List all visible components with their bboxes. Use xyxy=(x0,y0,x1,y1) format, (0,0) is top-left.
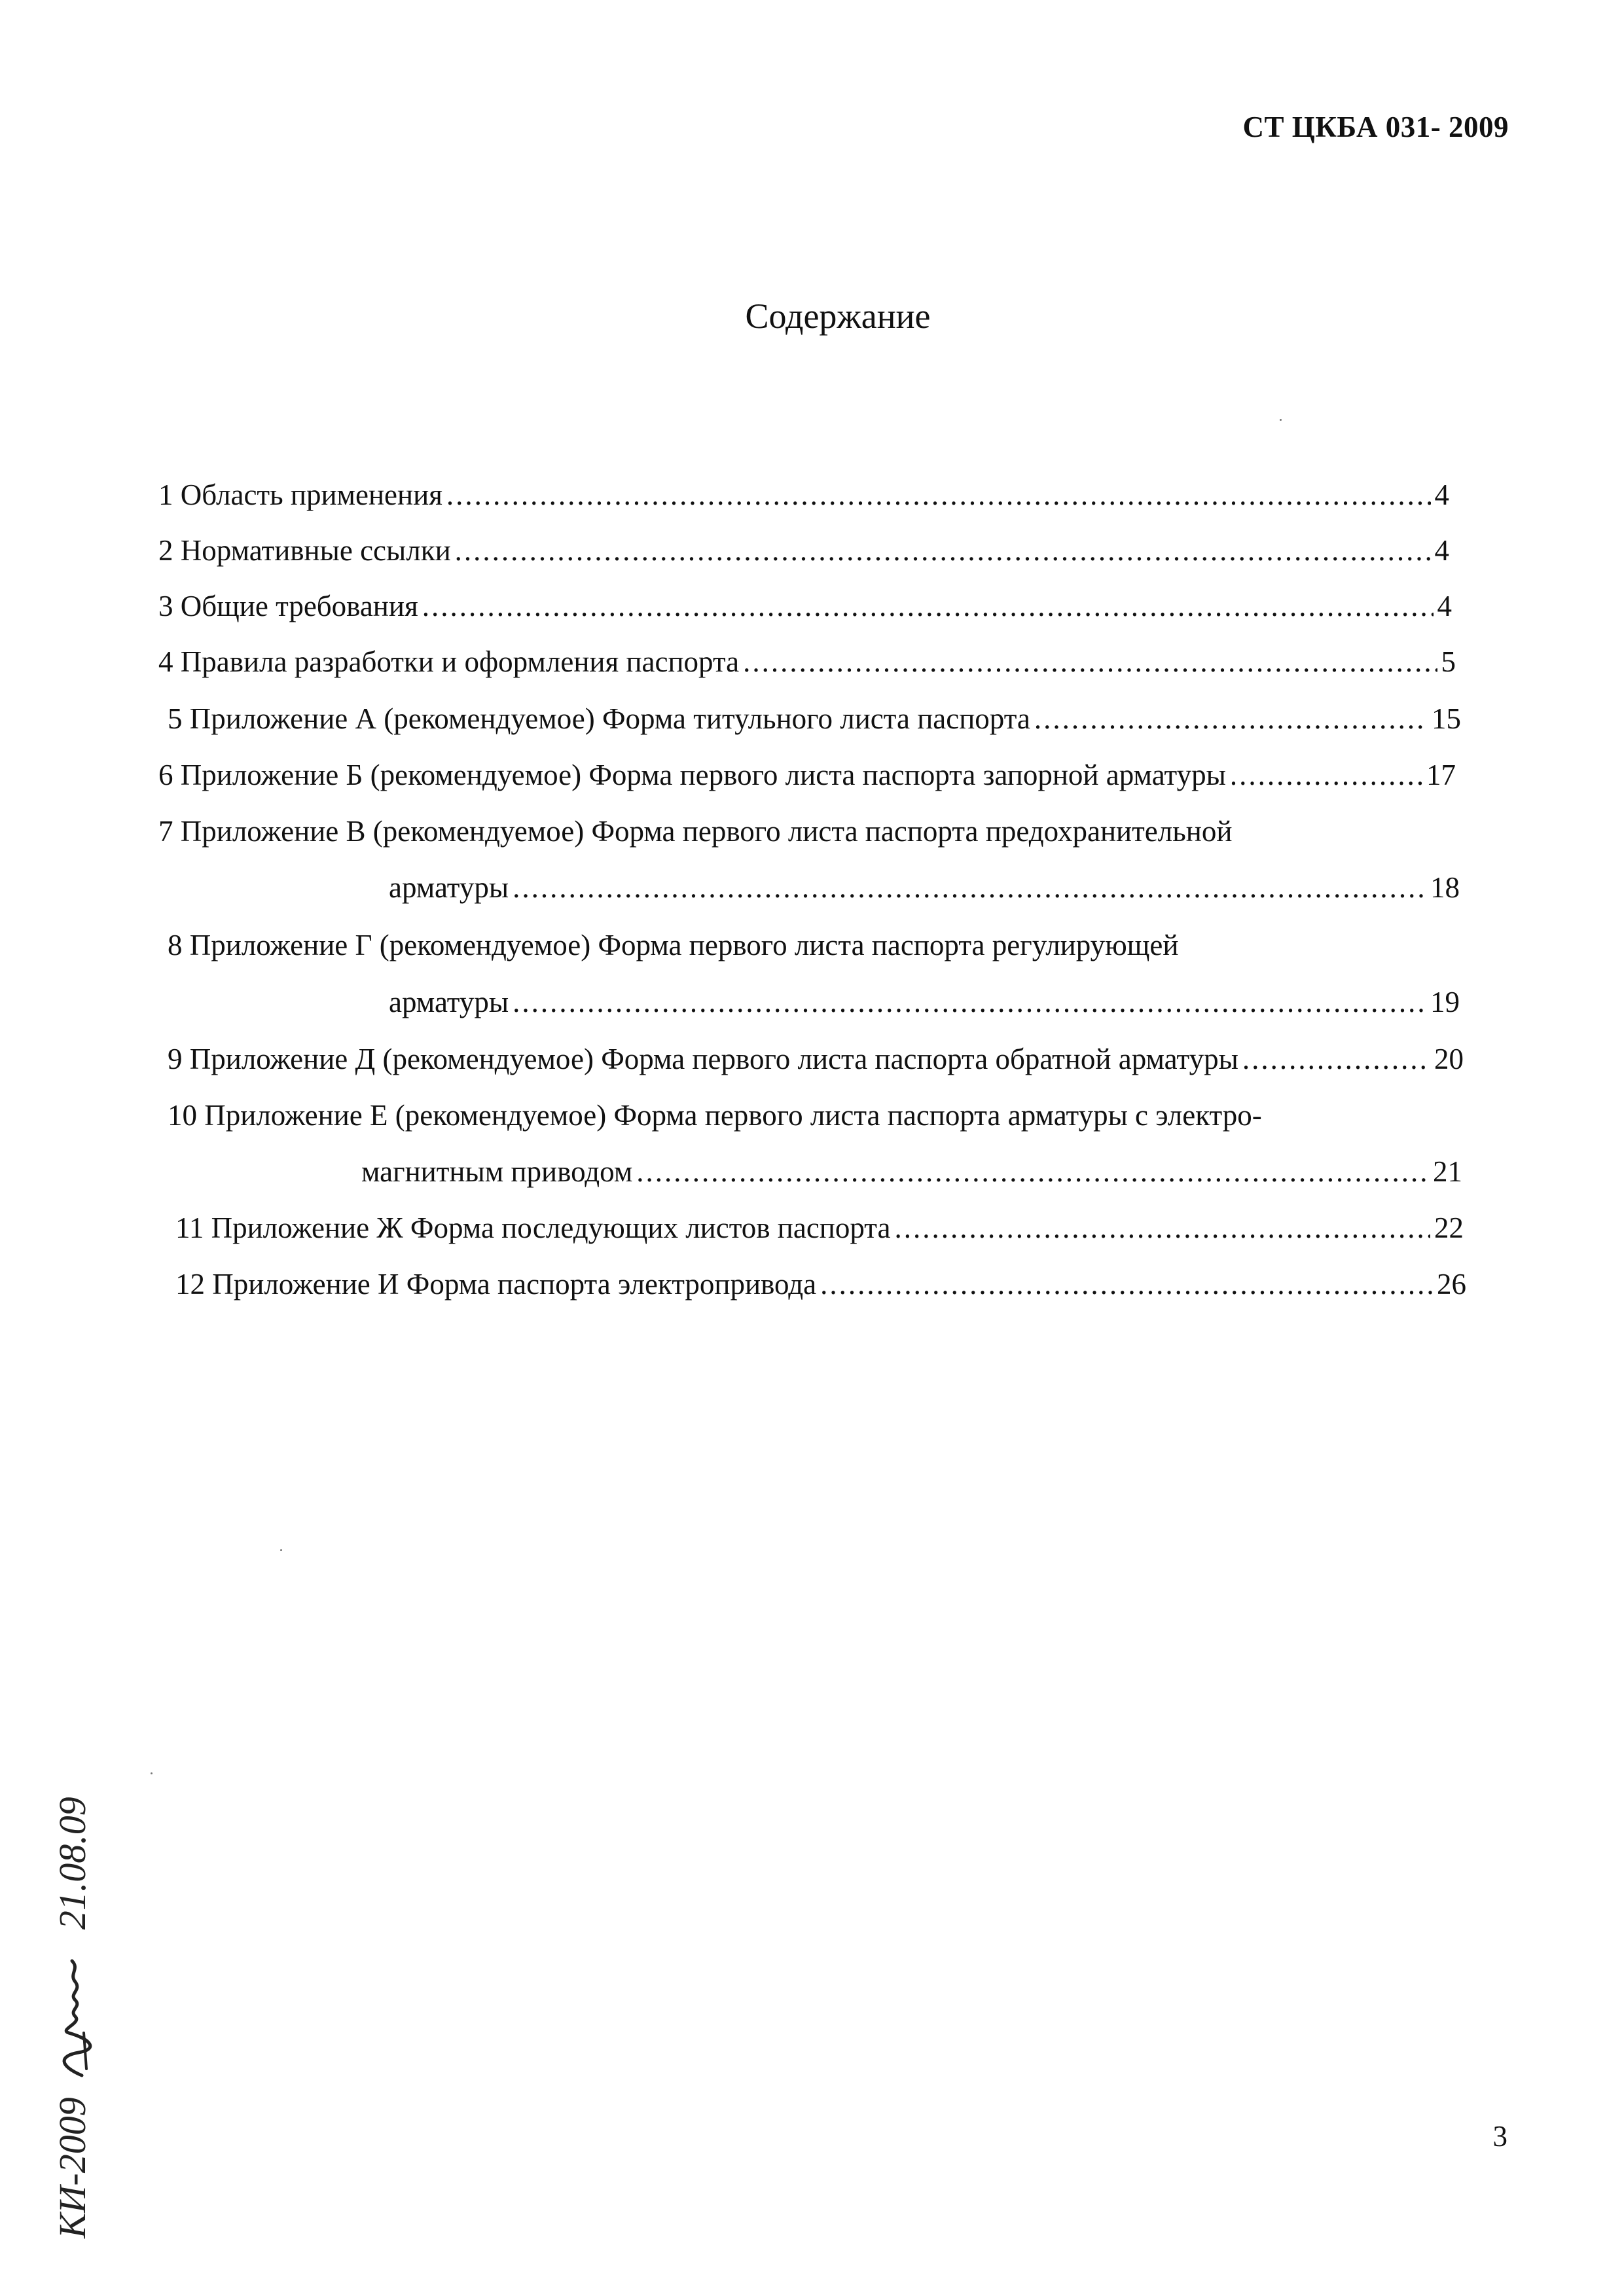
toc-entry-7[interactable] xyxy=(389,870,1460,905)
scan-speck xyxy=(1280,419,1282,421)
toc-entry-text: 12 Приложение И Форма паспорта электропривода xyxy=(175,1268,817,1300)
toc-leader-dots xyxy=(894,1211,1430,1245)
page-number: 3 xyxy=(1492,2120,1507,2153)
scan-speck xyxy=(280,1549,282,1551)
toc-leader-dots xyxy=(513,870,1426,905)
toc-entry-8[interactable] xyxy=(389,985,1460,1019)
stamp-date: 21.08.09 xyxy=(50,1797,94,1930)
toc-entry-1[interactable] xyxy=(158,478,1449,512)
toc-page-number: 4 xyxy=(1434,534,1449,567)
toc-entry-text: 3 Общие требования xyxy=(158,590,418,622)
toc-leader-dots xyxy=(636,1155,1429,1189)
toc-leader-dots xyxy=(446,478,1431,512)
toc-entry-text: 5 Приложение А (рекомендуемое) Форма титульного листа паспорта xyxy=(168,702,1030,735)
toc-entry-5[interactable] xyxy=(168,702,1461,736)
toc-entry-2[interactable] xyxy=(158,533,1449,567)
toc-page-number: 26 xyxy=(1437,1268,1466,1300)
toc-page-number: 18 xyxy=(1430,871,1460,904)
handwritten-stamp xyxy=(46,1797,98,2238)
toc-entry-10-line1[interactable]: 10 Приложение Е (рекомендуемое) Форма первого листа паспорта арматуры с электро- xyxy=(168,1099,1262,1132)
toc-entry-text: арматуры xyxy=(389,986,509,1018)
toc-page-number: 4 xyxy=(1437,590,1452,622)
toc-entry-text: 2 Нормативные ссылки xyxy=(158,534,451,567)
toc-entry-8-line1[interactable]: 8 Приложение Г (рекомендуемое) Форма первого листа паспорта регулирующей xyxy=(168,929,1179,961)
signature-icon xyxy=(46,1948,98,2079)
toc-entry-text: 6 Приложение Б (рекомендуемое) Форма первого листа паспорта запорной арматуры xyxy=(158,759,1226,791)
toc-leader-dots xyxy=(1034,702,1428,736)
stamp-code: КИ-2009 xyxy=(50,2097,94,2238)
toc-entry-3[interactable] xyxy=(158,589,1452,623)
toc-leader-dots xyxy=(513,985,1426,1019)
toc-entry-text: 1 Область применения xyxy=(158,478,442,511)
page-title: Содержание xyxy=(745,296,931,336)
toc-page-number: 21 xyxy=(1433,1155,1462,1188)
toc-entry-text: 4 Правила разработки и оформления паспорта xyxy=(158,645,740,678)
toc-entry-4[interactable] xyxy=(158,645,1456,679)
toc-page-number: 17 xyxy=(1426,759,1456,791)
toc-page-number: 4 xyxy=(1434,478,1449,511)
toc-leader-dots xyxy=(422,589,1434,623)
toc-entry-9[interactable] xyxy=(168,1042,1464,1076)
toc-entry-text: арматуры xyxy=(389,871,509,904)
toc-leader-dots xyxy=(1242,1042,1430,1076)
toc-entry-11[interactable] xyxy=(175,1211,1464,1245)
toc-entry-10[interactable] xyxy=(361,1155,1462,1189)
toc-page-number: 20 xyxy=(1434,1043,1464,1075)
toc-page-number: 19 xyxy=(1430,986,1460,1018)
toc-leader-dots xyxy=(820,1267,1433,1301)
toc-page-number: 5 xyxy=(1441,645,1456,678)
document-code: СТ ЦКБА 031- 2009 xyxy=(1242,111,1509,143)
toc-entry-6[interactable] xyxy=(158,758,1456,792)
toc-page-number: 15 xyxy=(1432,702,1461,735)
toc-entry-text: магнитным приводом xyxy=(361,1155,633,1188)
toc-entry-text: 9 Приложение Д (рекомендуемое) Форма первого листа паспорта обратной арматуры xyxy=(168,1043,1238,1075)
scan-speck xyxy=(151,1772,153,1774)
toc-leader-dots xyxy=(743,645,1437,679)
toc-entry-7-line1[interactable]: 7 Приложение В (рекомендуемое) Форма первого листа паспорта предохранительной xyxy=(158,815,1233,848)
toc-entry-12[interactable] xyxy=(175,1267,1466,1301)
toc-leader-dots xyxy=(455,533,1431,567)
toc-entry-text: 11 Приложение Ж Форма последующих листов паспорта xyxy=(175,1211,891,1244)
toc-page-number: 22 xyxy=(1434,1211,1464,1244)
toc-leader-dots xyxy=(1230,758,1422,792)
